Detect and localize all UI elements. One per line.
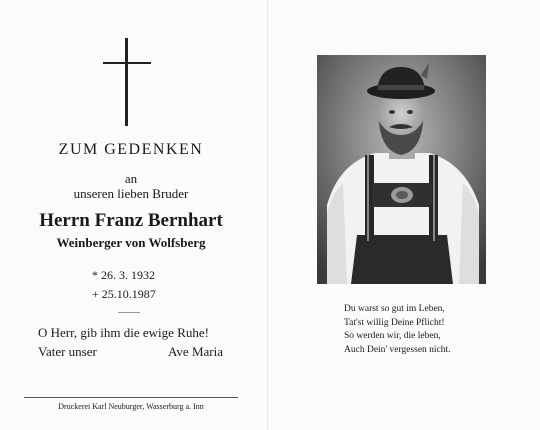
- an-text: an: [124, 171, 138, 186]
- printer-rule: [24, 397, 238, 398]
- portrait-photo: [317, 55, 486, 284]
- heading: ZUM GEDENKEN: [58, 141, 204, 158]
- poem-line: Du warst so gut im Leben,: [344, 304, 445, 314]
- deceased-subtitle: Weinberger von Wolfsberg: [56, 235, 206, 250]
- left-panel: [0, 0, 268, 430]
- poem: [344, 303, 451, 357]
- deceased-name: Herrn Franz Bernhart: [39, 210, 223, 231]
- printer-credit: Druckerei Karl Neuburger, Wasserburg a. Inn: [58, 402, 204, 411]
- cross-icon: [103, 38, 151, 126]
- poem-line: Auch Dein' vergessen nicht.: [344, 344, 451, 355]
- vater-unser-text: Vater unser: [38, 344, 97, 359]
- right-panel: [268, 0, 540, 430]
- poem-line: So werden wir, die leben,: [344, 331, 441, 341]
- divider: [118, 312, 140, 313]
- death-date: + 25.10.1987: [92, 287, 156, 301]
- poem-line: Tat'st willig Deine Pflicht!: [344, 317, 445, 328]
- relation-text: unseren lieben Bruder: [73, 186, 189, 201]
- birth-date: * 26. 3. 1932: [92, 268, 155, 282]
- prayer-text: O Herr, gib ihm die ewige Ruhe!: [38, 325, 209, 340]
- ave-maria-text: Ave Maria: [168, 344, 223, 359]
